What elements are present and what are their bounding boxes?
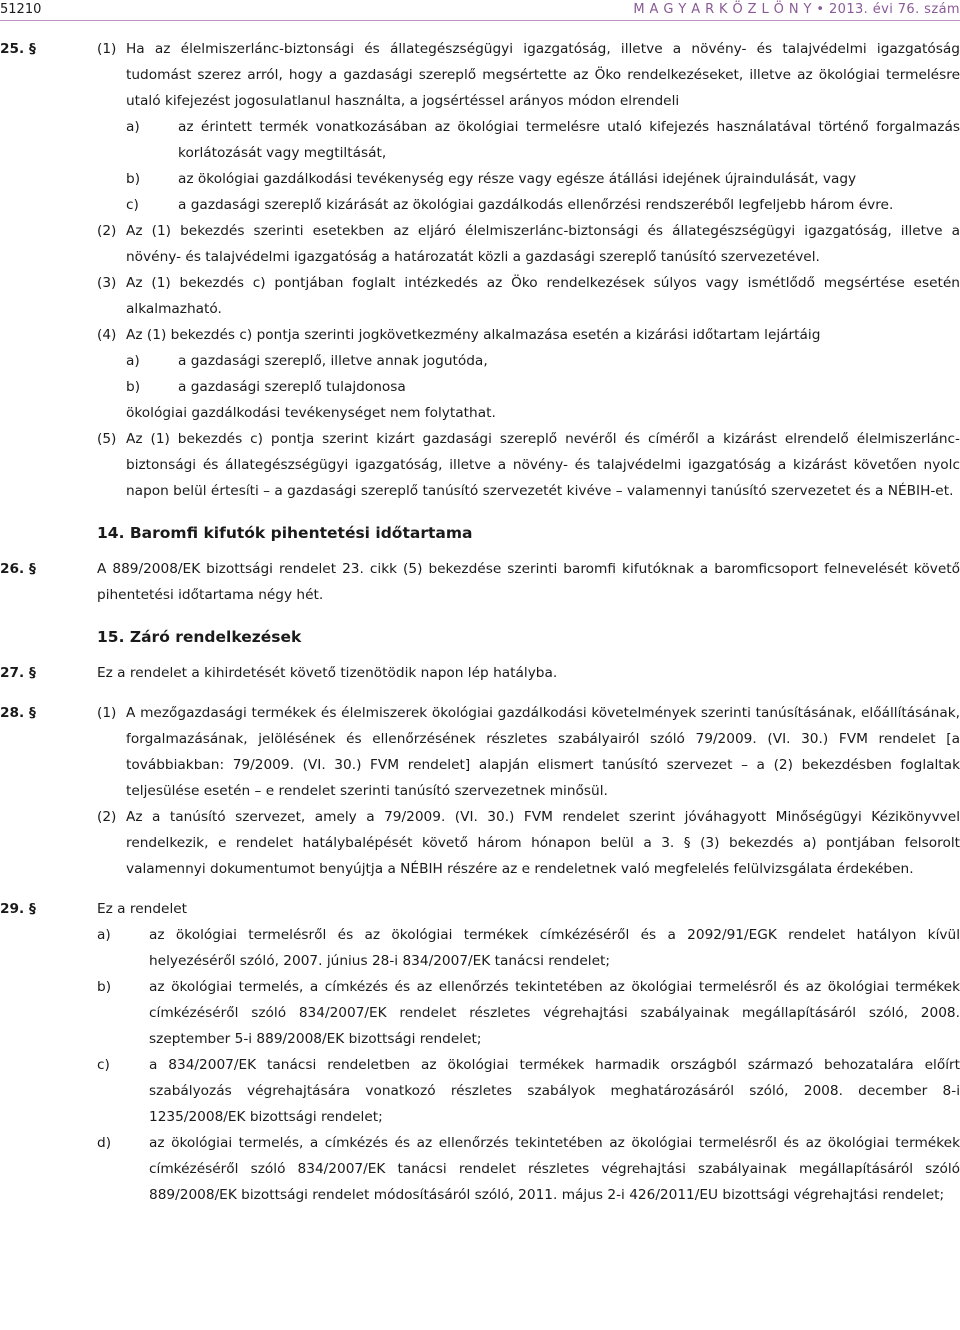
section-25 [0,36,960,504]
list-item [126,192,960,218]
list-item [126,348,960,374]
paragraph-text: Az a tanúsító szervezet, amely a 79/2009. (VI. 30.) FVM rendelet szerint jóváhagyott Minőségügyi Kézikönyvvel rendelkezik, e rendelet hatálybalépését követő három hónapon belül a 3. § (3) bekezdés a) pontjában felsorolt valamennyi dokumentumot benyújtja a NÉBIH részére az e rendeletnek való megfelelés felülvizsgálata érdekében. [126,809,960,877]
paragraph-text: Az (1) bekezdés szerinti esetekben az eljáró élelmiszerlánc-biztonsági és állategészségügyi igazgatóság, illetve a növény- és talajvédelmi igazgatóság a határozatát közli a gazdasági szereplő tanúsító szervezetével. [126,223,960,265]
paragraph-number: (2) [97,809,117,825]
section-number: 27. § [0,665,36,681]
list-item [97,922,960,974]
page-header [0,0,960,22]
section-text: A 889/2008/EK bizottsági rendelet 23. cikk (5) bekezdése szerinti baromfi kifutóknak a baromficsoport felnevelését követő pihentetési időtartama négy hét. [97,561,960,603]
list-item [97,974,960,1052]
paragraph-25-1 [97,36,960,218]
item-text: az ökológiai gazdálkodási tevékenység egy része vagy egésze átállási idejének újraindulását, vagy [178,171,857,187]
list-item [126,374,960,400]
paragraph-number: (1) [97,705,117,721]
item-text: a gazdasági szereplő kizárását az ökológiai gazdálkodás ellenőrzési rendszeréből legfeljebb három évre. [178,197,894,213]
item-text: az érintett termék vonatkozásában az ökológiai termelésre utaló kifejezés használatával történő forgalmazás korlátozását vagy megtiltását, [178,119,960,161]
item-label: d) [97,1135,112,1151]
section-number: 25. § [0,41,36,57]
item-label: b) [126,379,141,395]
paragraph-text: Az (1) bekezdés c) pontja szerint kizárt gazdasági szereplő nevéről és címéről a kizárást elrendelő élelmiszerlánc-biztonsági és állategészségügyi igazgatóság, illetve a növény- és talajvédelmi igazgatóság a kizárást követően nyolc napon belül értesíti – a gazdasági szereplő tanúsító szervezetét kivéve – valamennyi tanúsító szervezetet és a NÉBIH-et. [126,431,960,499]
paragraph-28-1 [97,700,960,804]
spacer [0,686,960,700]
section-26 [0,556,960,608]
paragraph-28-2 [97,804,960,882]
item-label: b) [126,171,141,187]
paragraph-text: Az (1) bekezdés c) pontjában foglalt intézkedés az Öko rendelkezések súlyos vagy ismétlődő megsértése esetén alkalmazható. [126,275,960,317]
item-text: a gazdasági szereplő, illetve annak jogutóda, [178,353,488,369]
paragraph-text: Az (1) bekezdés c) pontja szerinti jogkövetkezmény alkalmazása esetén a kizárási időtartam lejártáig [126,327,821,343]
paragraph-text: Ha az élelmiszerlánc-biztonsági és állategészségügyi igazgatóság, illetve a növény- és talajvédelmi igazgatóság tudomást szerez arról, hogy a gazdasági szereplő megsértette az Öko rendelkezéseket, illetve az ökológiai termelésre utaló kifejezést jogosulatlanul használta, a jogsértéssel arányos módon elrendeli [126,41,960,109]
list-item [126,114,960,166]
item-label: b) [97,979,112,995]
paragraph-25-5 [97,426,960,504]
paragraph-number: (3) [97,275,117,291]
section-28 [0,700,960,882]
section-27 [0,660,960,686]
paragraph-number: (5) [97,431,117,447]
section-number: 28. § [0,705,36,721]
section-number: 29. § [0,901,36,917]
item-label: a) [97,927,111,943]
item-text: a gazdasági szereplő tulajdonosa [178,379,406,395]
item-label: a) [126,353,140,369]
item-text: az ökológiai termelésről és az ökológiai termékek címkézéséről és a 2092/91/EGK rendelet hatályon kívül helyezéséről szóló, 2007. június 28-i 834/2007/EK tanácsi rendelet; [149,927,960,969]
list-item [126,166,960,192]
document-body [0,36,960,1208]
section-number: 26. § [0,561,36,577]
section-intro: Ez a rendelet [97,901,188,917]
paragraph-number: (2) [97,223,117,239]
section-29 [0,896,960,1208]
chapter-heading-15: 15. Záró rendelkezések [97,628,302,646]
section-text: Ez a rendelet a kihirdetését követő tizenötödik napon lép hatályba. [97,665,558,681]
item-text: az ökológiai termelés, a címkézés és az ellenőrzés tekintetében az ökológiai termelésről és az ökológiai termékek címkézéséről szóló 834/2007/EK tanácsi rendelet részletes végrehajtási szabályainak megállapításáról szóló 889/2008/EK bizottsági rendelet módosításáról szóló, 2011. május 2-i 426/2011/EU bizottsági végrehajtási rendelet; [149,1135,960,1203]
list-item [97,1130,960,1208]
paragraph-tail: ökológiai gazdálkodási tevékenységet nem folytathat. [126,405,496,421]
item-text: a 834/2007/EK tanácsi rendeletben az ökológiai termékek harmadik országból származó behozatalára előírt szabályozás végrehajtására vonatkozó részletes szabályok meghatározásáról szóló, 2008. december 8-i 1235/2008/EK bizottsági rendelet; [149,1057,960,1125]
spacer [0,882,960,896]
paragraph-25-4 [97,322,960,426]
page-number: 51210 [0,2,42,17]
item-label: c) [97,1057,110,1073]
paragraph-number: (1) [97,41,117,57]
list-item [97,1052,960,1130]
paragraph-number: (4) [97,327,117,343]
paragraph-25-3 [97,270,960,322]
journal-title: M A G Y A R K Ö Z L Ö N Y • 2013. évi 76. szám [633,2,960,17]
item-label: a) [126,119,140,135]
chapter-heading-14: 14. Baromfi kifutók pihentetési időtartama [97,524,473,542]
header-rule [0,20,960,21]
paragraph-text: A mezőgazdasági termékek és élelmiszerek ökológiai gazdálkodási követelmények szerinti tanúsításának, előállításának, forgalmazásának, jelölésének és ellenőrzésének részletes szabályairól szóló 79/2009. (VI. 30.) FVM rendelet [a továbbiakban: 79/2009. (VI. 30.) FVM rendelet] alapján elismert tanúsító szervezet – a (2) bekezdésben foglaltak teljesülése esetén – e rendelet szerinti tanúsító szervezetnek minősül. [126,705,960,799]
item-label: c) [126,197,139,213]
item-text: az ökológiai termelés, a címkézés és az ellenőrzés tekintetében az ökológiai termelésről és az ökológiai termékek címkézéséről szóló 834/2007/EK rendelet részletes végrehajtási szabályainak megállapításáról szóló, 2008. szeptember 5-i 889/2008/EK bizottsági rendelet; [149,979,960,1047]
paragraph-25-2 [97,218,960,270]
